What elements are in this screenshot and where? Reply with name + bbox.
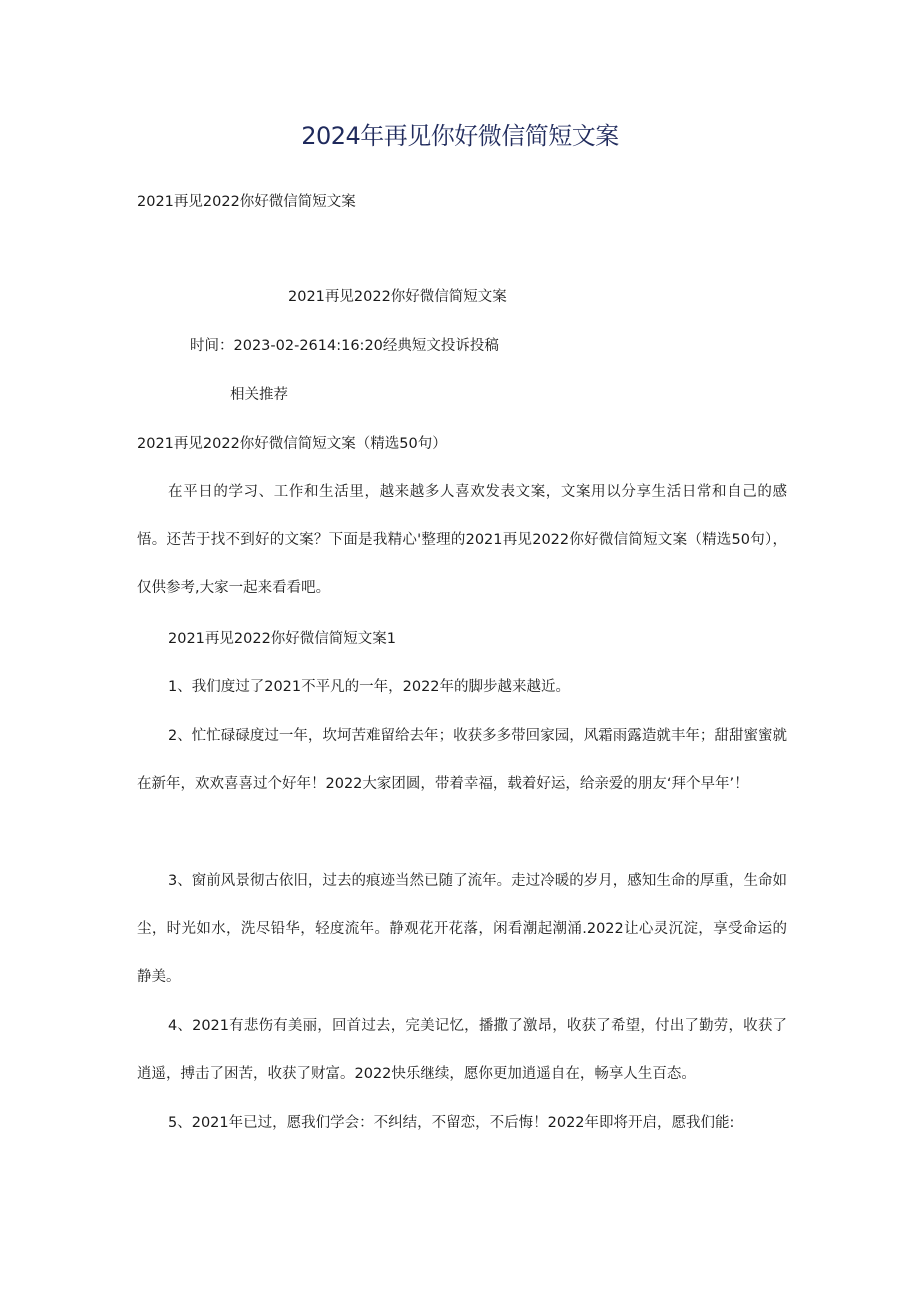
document-title: 2024年再见你好微信简短文案 xyxy=(301,122,619,150)
article-title: 2021再见2022你好微信简短文案（精选50句） xyxy=(137,436,447,452)
subtitle: 2021再见2022你好微信简短文案 xyxy=(137,194,356,210)
list-item: 2、忙忙碌碌度过一年，坎坷苦难留给去年；收获多多带回家园，风霜雨露造就丰年；甜甜蜜蜜就在新年，欢欢喜喜过个好年！2022大家团圆，带着幸福，载着好运，给亲爱的朋友‘拜个早年’！ xyxy=(137,728,787,792)
intro-paragraph xyxy=(137,468,787,612)
list-item: 3、窗前风景彻古依旧，过去的痕迹当然已随了流年。走过冷暖的岁月，感知生命的厚重，生命如尘，时光如水，洗尽铅华，轻度流年。静观花开花落，闲看潮起潮涌.2022让心灵沉淀，享受命运的静美。 xyxy=(137,873,787,985)
meta-line: 时间：2023-02-2614:16:20经典短文投诉投稿 xyxy=(190,338,499,354)
list-item: 1、我们度过了2021不平凡的一年，2022年的脚步越来越近。 xyxy=(168,679,571,695)
list-item: 5、2021年已过，愿我们学会：不纠结，不留恋，不后悔！2022年即将开启，愿我们能: xyxy=(168,1115,735,1131)
section-heading: 2021再见2022你好微信简短文案1 xyxy=(168,631,397,647)
list-item: 4、2021有悲伤有美丽，回首过去，完美记忆，播撒了激昂，收获了希望，付出了勤劳，收获了逍遥，搏击了困苦，收获了财富。2022快乐继续，愿你更加逍遥自在，畅享人生百态。 xyxy=(137,1018,787,1082)
related-label: 相关推荐 xyxy=(230,387,288,403)
center-heading: 2021再见2022你好微信简短文案 xyxy=(288,289,507,305)
intro-text: 在平日的学习、工作和生活里，越来越多人喜欢发表文案，文案用以分享生活日常和自己的感悟。还苦于找不到好的文案？下面是我精心'整理的2021再见2022你好微信简短文案（精选50句），仅供参考,大家一起来看看吧。 xyxy=(137,484,787,596)
